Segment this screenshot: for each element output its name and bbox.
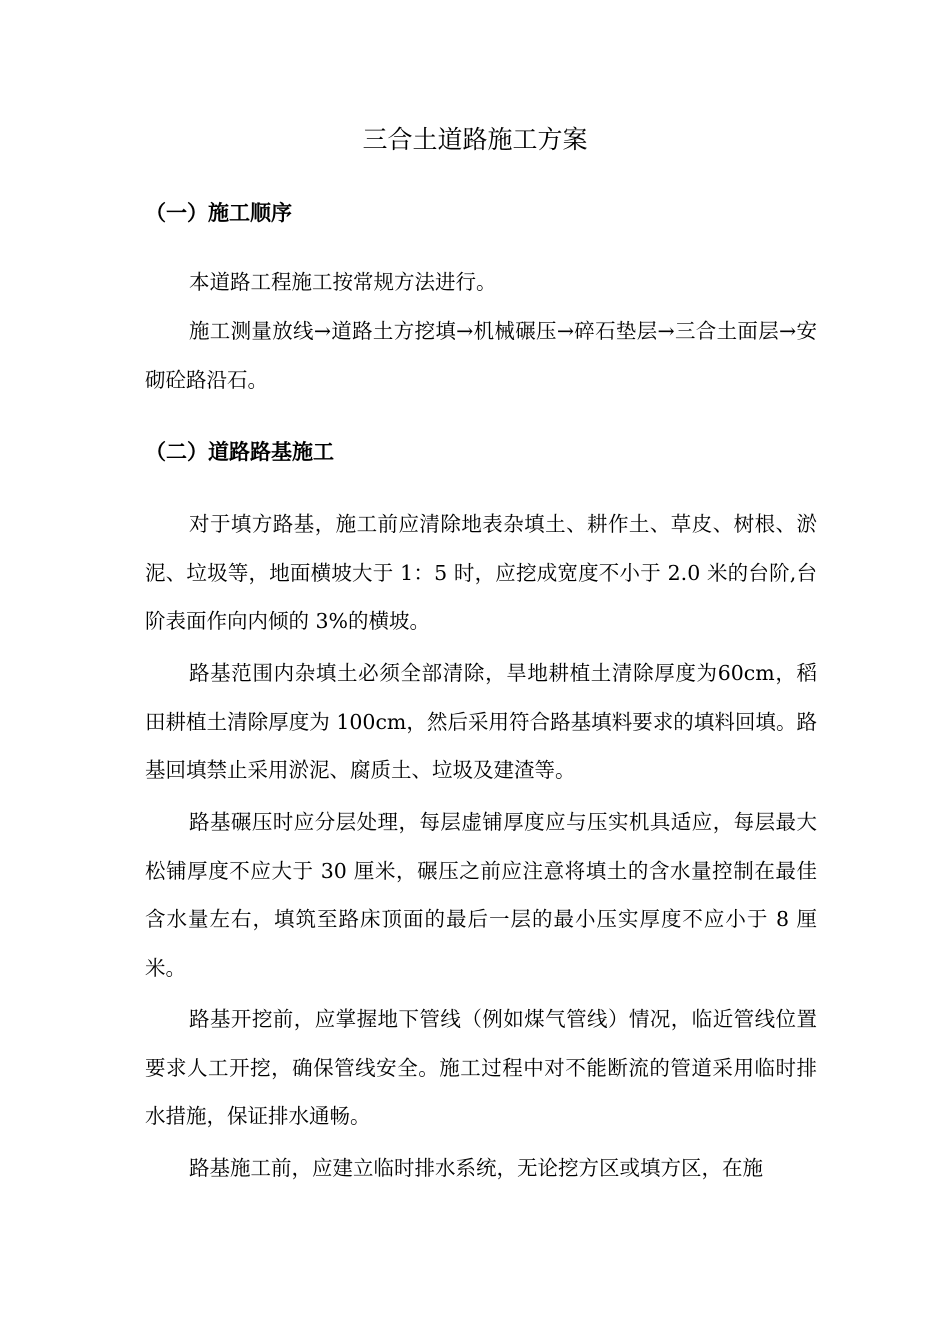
document-title: 三合土道路施工方案	[362, 125, 588, 154]
paragraph: 路基施工前，应建立临时排水系统，无论挖方区或填方区，在施	[189, 1156, 763, 1180]
paragraph: 本道路工程施工按常规方法进行。	[189, 270, 497, 294]
paragraph: 路基范围内杂填土必须全部清除，旱地耕植土清除厚度为60cm，稻田耕植土清除厚度为 100cm，然后采用符合路基填料要求的填料回填。路基回填禁止采用淤泥、腐质土、垃圾及建渣等。	[145, 661, 817, 782]
paragraph: 路基碾压时应分层处理，每层虚铺厚度应与压实机具适应，每层最大松铺厚度不应大于 30 厘米，碾压之前应注意将填土的含水量控制在最佳含水量左右，填筑至路床顶面的最后一层的最小压实厚度不应小于 8 厘米。	[145, 810, 817, 980]
section-heading-roadbed-construction: （二）道路路基施工	[145, 440, 334, 464]
paragraph: 施工测量放线→道路土方挖填→机械碾压→碎石垫层→三合土面层→安砌砼路沿石。	[145, 319, 817, 392]
paragraph: 对于填方路基，施工前应清除地表杂填土、耕作土、草皮、树根、淤泥、垃圾等，地面横坡大于 1：5 时，应挖成宽度不小于 2.0 米的台阶,台阶表面作向内倾的 3%的横坡。	[145, 512, 817, 633]
paragraph: 路基开挖前，应掌握地下管线（例如煤气管线）情况，临近管线位置要求人工开挖，确保管线安全。施工过程中对不能断流的管道采用临时排水措施，保证排水通畅。	[145, 1007, 817, 1128]
section-heading-construction-sequence: （一）施工顺序	[145, 201, 292, 225]
